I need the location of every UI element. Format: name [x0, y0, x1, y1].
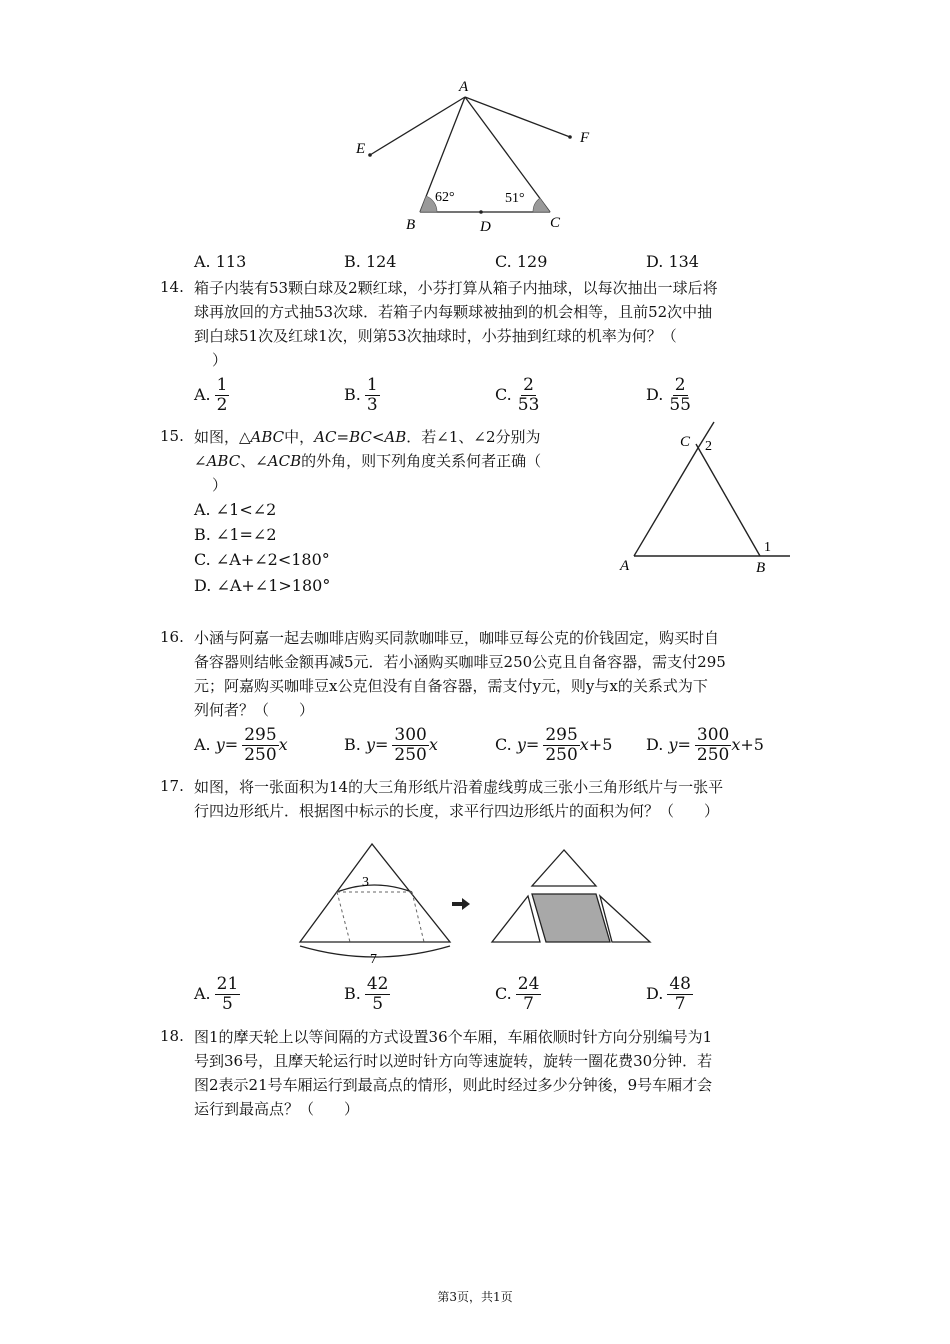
q16-option-a[interactable]: A. y= $\frac{295}{250}$ x [194, 725, 288, 765]
q14-option-a[interactable]: A. $\frac{1}{2}$ [194, 375, 228, 415]
q16-option-c[interactable]: C. y= $\frac{295}{250}$ x+5 [495, 725, 613, 765]
label-f: F [580, 130, 590, 146]
q17-figure [292, 838, 662, 970]
q17-option-c[interactable]: C. $\frac{24}{7}$ [495, 974, 540, 1014]
q15-label-1: 1 [764, 540, 771, 555]
q15-option-b[interactable]: B. ∠1=∠2 [194, 525, 277, 544]
label-e: E [356, 141, 366, 157]
q15-number: 15. [160, 427, 184, 445]
q16-line-4: 列何者？（ ） [194, 701, 315, 719]
q17-number: 17. [160, 777, 184, 795]
q14-number: 14. [160, 278, 184, 296]
q13-option-b[interactable]: B. 124 [344, 252, 397, 271]
q14-option-d[interactable]: D. $\frac{2}{55}$ [646, 375, 691, 415]
label-b: B [406, 217, 416, 233]
q14-line-3: 到白球51次及红球1次，则第53次抽球时，小芬抽到红球的机率为何？（ [194, 327, 677, 345]
q15-label-b: B [756, 560, 766, 576]
q13-option-a[interactable]: A. 113 [194, 252, 247, 271]
q15-option-c[interactable]: C. ∠A+∠2<180° [194, 550, 330, 569]
q15-line-3: ） [212, 476, 228, 494]
label-d: D [480, 219, 491, 235]
q15-label-c: C [680, 434, 691, 450]
q16-number: 16. [160, 628, 184, 646]
q15-option-a[interactable]: A. ∠1<∠2 [194, 500, 277, 519]
q13-figure [340, 75, 610, 240]
q15-label-a: A [620, 558, 630, 574]
q18-line-3: 图2表示21号车厢运行到最高点的情形，则此时经过多少分钟後，9号车厢才会 [194, 1076, 713, 1094]
q15-line-1: 如图，△ABC中，AC=BC<AB．若∠1、∠2分别为 [194, 428, 541, 446]
q17-top-length: 3 [362, 875, 369, 890]
q17-option-b[interactable]: B. $\frac{42}{5}$ [344, 974, 389, 1014]
q13-option-d[interactable]: D. 134 [646, 252, 699, 271]
q16-line-3: 元；阿嘉购买咖啡豆x公克但没有自备容器，需支付y元，则y与x的关系式为下 [194, 677, 708, 695]
angle-b-label: 62° [435, 190, 455, 205]
q14-line-2: 球再放回的方式抽53次球．若箱子内每颗球被抽到的机会相等，且前52次中抽 [194, 303, 713, 321]
label-a: A [459, 79, 469, 95]
q18-line-4: 运行到最高点？（ ） [194, 1100, 360, 1118]
label-c: C [550, 215, 561, 231]
q15-line-2: ∠ABC、∠ACB的外角，则下列角度关系何者正确（ [194, 452, 542, 470]
q18-line-1: 图1的摩天轮上以等间隔的方式设置36个车厢，车厢依顺时针方向分别编号为1 [194, 1028, 713, 1046]
q14-option-b[interactable]: B. $\frac{1}{3}$ [344, 375, 378, 415]
q17-option-d[interactable]: D. $\frac{48}{7}$ [646, 974, 691, 1014]
arrow-right-icon [452, 898, 470, 910]
q17-line-1: 如图，将一张面积为14的大三角形纸片沿着虚线剪成三张小三角形纸片与一张平 [194, 778, 724, 796]
q16-option-d[interactable]: D. y= $\frac{300}{250}$ x+5 [646, 725, 764, 765]
page-footer: 第3页，共1页 [437, 1290, 513, 1304]
q16-line-1: 小涵与阿嘉一起去咖啡店购买同款咖啡豆，咖啡豆每公克的价钱固定，购买时自 [194, 629, 720, 647]
q15-option-d[interactable]: D. ∠A+∠1>180° [194, 576, 331, 595]
q18-number: 18. [160, 1027, 184, 1045]
q16-option-b[interactable]: B. y= $\frac{300}{250}$ x [344, 725, 438, 765]
q16-line-2: 备容器则结帐金额再减5元．若小涵购买咖啡豆250公克且自备容器，需支付295 [194, 653, 726, 671]
q15-figure [610, 418, 800, 578]
q14-line-4: ） [212, 351, 228, 369]
angle-c-label: 51° [505, 191, 525, 206]
q13-option-c[interactable]: C. 129 [495, 252, 548, 271]
q14-line-1: 箱子内装有53颗白球及2颗红球，小芬打算从箱子内抽球，以每次抽出一球后将 [194, 279, 718, 297]
q18-line-2: 号到36号，且摩天轮运行时以逆时针方向等速旋转，旋转一圈花费30分钟．若 [194, 1052, 713, 1070]
q17-option-a[interactable]: A. $\frac{21}{5}$ [194, 974, 239, 1014]
q17-line-2: 行四边形纸片．根据图中标示的长度，求平行四边形纸片的面积为何？（ ） [194, 802, 720, 820]
q15-label-2: 2 [705, 439, 712, 454]
q14-option-c[interactable]: C. $\frac{2}{53}$ [495, 375, 540, 415]
q17-bottom-length: 7 [370, 952, 377, 967]
